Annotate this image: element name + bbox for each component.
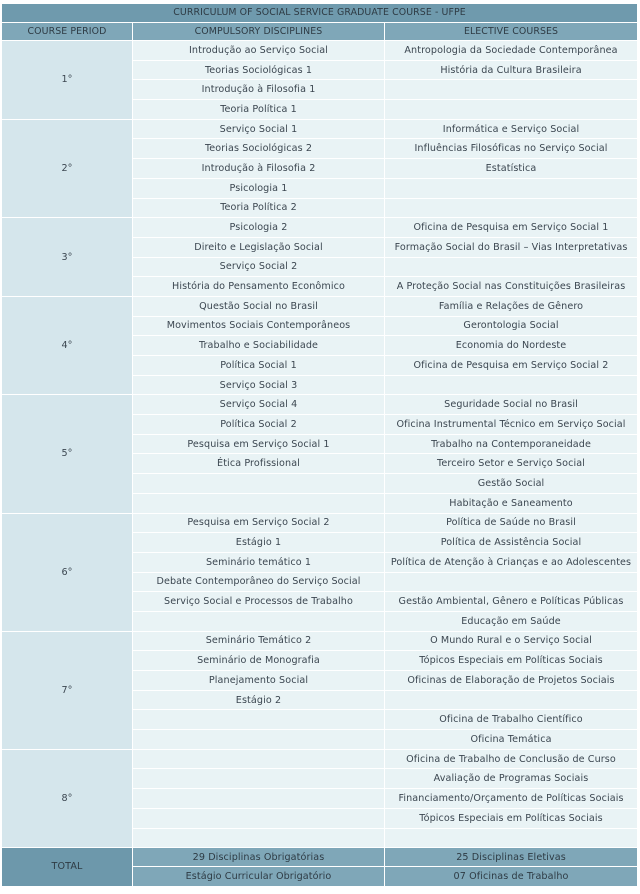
elective-course-cell: O Mundo Rural e o Serviço Social: [385, 631, 638, 651]
elective-course-cell: [385, 375, 638, 395]
elective-course-cell: Oficinas de Elaboração de Projetos Sociais: [385, 671, 638, 691]
course-period-header: COURSE PERIOD: [2, 22, 133, 41]
elective-course-cell: A Proteção Social nas Constituições Brasileiras: [385, 277, 638, 297]
compulsory-discipline-cell: [133, 769, 385, 789]
compulsory-discipline-cell: Planejamento Social: [133, 671, 385, 691]
title-row: [2, 4, 638, 23]
compulsory-discipline-cell: Teoria Política 2: [133, 198, 385, 218]
compulsory-discipline-cell: Debate Contemporâneo do Serviço Social: [133, 572, 385, 592]
elective-course-cell: Antropologia da Sociedade Contemporânea: [385, 41, 638, 61]
period-row: [2, 395, 638, 415]
compulsory-discipline-cell: Ética Profissional: [133, 454, 385, 474]
elective-course-cell: Trabalho na Contemporaneidade: [385, 434, 638, 454]
compulsory-discipline-cell: Pesquisa em Serviço Social 1: [133, 434, 385, 454]
compulsory-discipline-cell: Pesquisa em Serviço Social 2: [133, 513, 385, 533]
course-period-cell: 1°: [2, 41, 133, 120]
course-period-cell: 7°: [2, 631, 133, 749]
elective-course-cell: Tópicos Especiais em Políticas Sociais: [385, 808, 638, 828]
elective-course-cell: Terceiro Setor e Serviço Social: [385, 454, 638, 474]
elective-course-cell: História da Cultura Brasileira: [385, 60, 638, 80]
compulsory-discipline-cell: Estágio 2: [133, 690, 385, 710]
elective-course-cell: Influências Filosóficas no Serviço Social: [385, 139, 638, 159]
elective-courses-header: ELECTIVE COURSES: [385, 22, 638, 41]
elective-course-cell: [385, 178, 638, 198]
compulsory-discipline-cell: [133, 474, 385, 494]
elective-course-cell: Seguridade Social no Brasil: [385, 395, 638, 415]
elective-course-cell: [385, 690, 638, 710]
elective-course-cell: Habitação e Saneamento: [385, 493, 638, 513]
elective-course-cell: Oficina Instrumental Técnico em Serviço Social: [385, 415, 638, 435]
compulsory-discipline-cell: Teorias Sociológicas 1: [133, 60, 385, 80]
compulsory-discipline-cell: Seminário Temático 2: [133, 631, 385, 651]
compulsory-discipline-cell: História do Pensamento Econômico: [133, 277, 385, 297]
table-header: [2, 4, 638, 41]
compulsory-discipline-cell: Teorias Sociológicas 2: [133, 139, 385, 159]
period-row: [2, 513, 638, 533]
elective-course-cell: Avaliação de Programas Sociais: [385, 769, 638, 789]
compulsory-discipline-cell: Seminário de Monografia: [133, 651, 385, 671]
compulsory-discipline-cell: [133, 828, 385, 848]
table-title: CURRICULUM OF SOCIAL SERVICE GRADUATE COURSE - UFPE: [2, 4, 638, 23]
compulsory-discipline-cell: Serviço Social 3: [133, 375, 385, 395]
compulsory-discipline-cell: Questão Social no Brasil: [133, 296, 385, 316]
period-row: [2, 119, 638, 139]
compulsory-discipline-cell: Introdução ao Serviço Social: [133, 41, 385, 61]
elective-course-cell: Oficina Temática: [385, 730, 638, 750]
elective-course-cell: Oficina de Trabalho de Conclusão de Curso: [385, 749, 638, 769]
compulsory-disciplines-header: COMPULSORY DISCIPLINES: [133, 22, 385, 41]
compulsory-discipline-cell: Introdução à Filosofia 2: [133, 159, 385, 179]
period-row: [2, 41, 638, 61]
compulsory-discipline-cell: Introdução à Filosofia 1: [133, 80, 385, 100]
total-elective-count: 25 Disciplinas Eletivas: [385, 848, 638, 867]
curriculum-table: [1, 3, 638, 887]
compulsory-discipline-cell: Política Social 1: [133, 356, 385, 376]
period-row: [2, 631, 638, 651]
elective-course-cell: Gestão Social: [385, 474, 638, 494]
elective-course-cell: [385, 100, 638, 120]
column-header-row: [2, 22, 638, 41]
elective-course-cell: Formação Social do Brasil – Vias Interpretativas: [385, 237, 638, 257]
compulsory-discipline-cell: [133, 611, 385, 631]
compulsory-discipline-cell: Política Social 2: [133, 415, 385, 435]
elective-course-cell: Política de Saúde no Brasil: [385, 513, 638, 533]
elective-course-cell: [385, 828, 638, 848]
elective-course-cell: Estatística: [385, 159, 638, 179]
elective-course-cell: Oficina de Pesquisa em Serviço Social 1: [385, 218, 638, 238]
period-row: [2, 296, 638, 316]
elective-course-cell: Gestão Ambiental, Gênero e Políticas Públicas: [385, 592, 638, 612]
compulsory-discipline-cell: Psicologia 2: [133, 218, 385, 238]
elective-course-cell: Gerontologia Social: [385, 316, 638, 336]
total-row: [2, 848, 638, 867]
total-label: TOTAL: [2, 848, 133, 887]
total-section: [2, 848, 638, 887]
compulsory-discipline-cell: Direito e Legislação Social: [133, 237, 385, 257]
elective-course-cell: Família e Relações de Gênero: [385, 296, 638, 316]
compulsory-discipline-cell: [133, 749, 385, 769]
elective-course-cell: [385, 257, 638, 277]
elective-course-cell: Educação em Saúde: [385, 611, 638, 631]
periods-body: [2, 41, 638, 848]
elective-course-cell: Política de Atenção à Crianças e ao Adolescentes: [385, 552, 638, 572]
compulsory-discipline-cell: Serviço Social 1: [133, 119, 385, 139]
course-period-cell: 6°: [2, 513, 133, 631]
compulsory-discipline-cell: [133, 789, 385, 809]
total-compulsory-internship: Estágio Curricular Obrigatório: [133, 867, 385, 886]
elective-course-cell: Informática e Serviço Social: [385, 119, 638, 139]
compulsory-discipline-cell: Seminário temático 1: [133, 552, 385, 572]
period-row: [2, 218, 638, 238]
elective-course-cell: Política de Assistência Social: [385, 533, 638, 553]
compulsory-discipline-cell: Psicologia 1: [133, 178, 385, 198]
compulsory-discipline-cell: Teoria Política 1: [133, 100, 385, 120]
compulsory-discipline-cell: [133, 808, 385, 828]
course-period-cell: 4°: [2, 296, 133, 394]
elective-course-cell: Financiamento/Orçamento de Políticas Sociais: [385, 789, 638, 809]
period-row: [2, 749, 638, 769]
compulsory-discipline-cell: Serviço Social e Processos de Trabalho: [133, 592, 385, 612]
compulsory-discipline-cell: Estágio 1: [133, 533, 385, 553]
course-period-cell: 2°: [2, 119, 133, 217]
total-elective-workshops: 07 Oficinas de Trabalho: [385, 867, 638, 886]
compulsory-discipline-cell: [133, 730, 385, 750]
course-period-cell: 8°: [2, 749, 133, 847]
compulsory-discipline-cell: Movimentos Sociais Contemporâneos: [133, 316, 385, 336]
course-period-cell: 3°: [2, 218, 133, 297]
compulsory-discipline-cell: Trabalho e Sociabilidade: [133, 336, 385, 356]
elective-course-cell: Oficina de Pesquisa em Serviço Social 2: [385, 356, 638, 376]
elective-course-cell: [385, 572, 638, 592]
elective-course-cell: Tópicos Especiais em Políticas Sociais: [385, 651, 638, 671]
elective-course-cell: [385, 80, 638, 100]
elective-course-cell: [385, 198, 638, 218]
elective-course-cell: Oficina de Trabalho Científico: [385, 710, 638, 730]
elective-course-cell: Economia do Nordeste: [385, 336, 638, 356]
total-compulsory-count: 29 Disciplinas Obrigatórias: [133, 848, 385, 867]
compulsory-discipline-cell: [133, 710, 385, 730]
compulsory-discipline-cell: [133, 493, 385, 513]
course-period-cell: 5°: [2, 395, 133, 513]
compulsory-discipline-cell: Serviço Social 2: [133, 257, 385, 277]
compulsory-discipline-cell: Serviço Social 4: [133, 395, 385, 415]
